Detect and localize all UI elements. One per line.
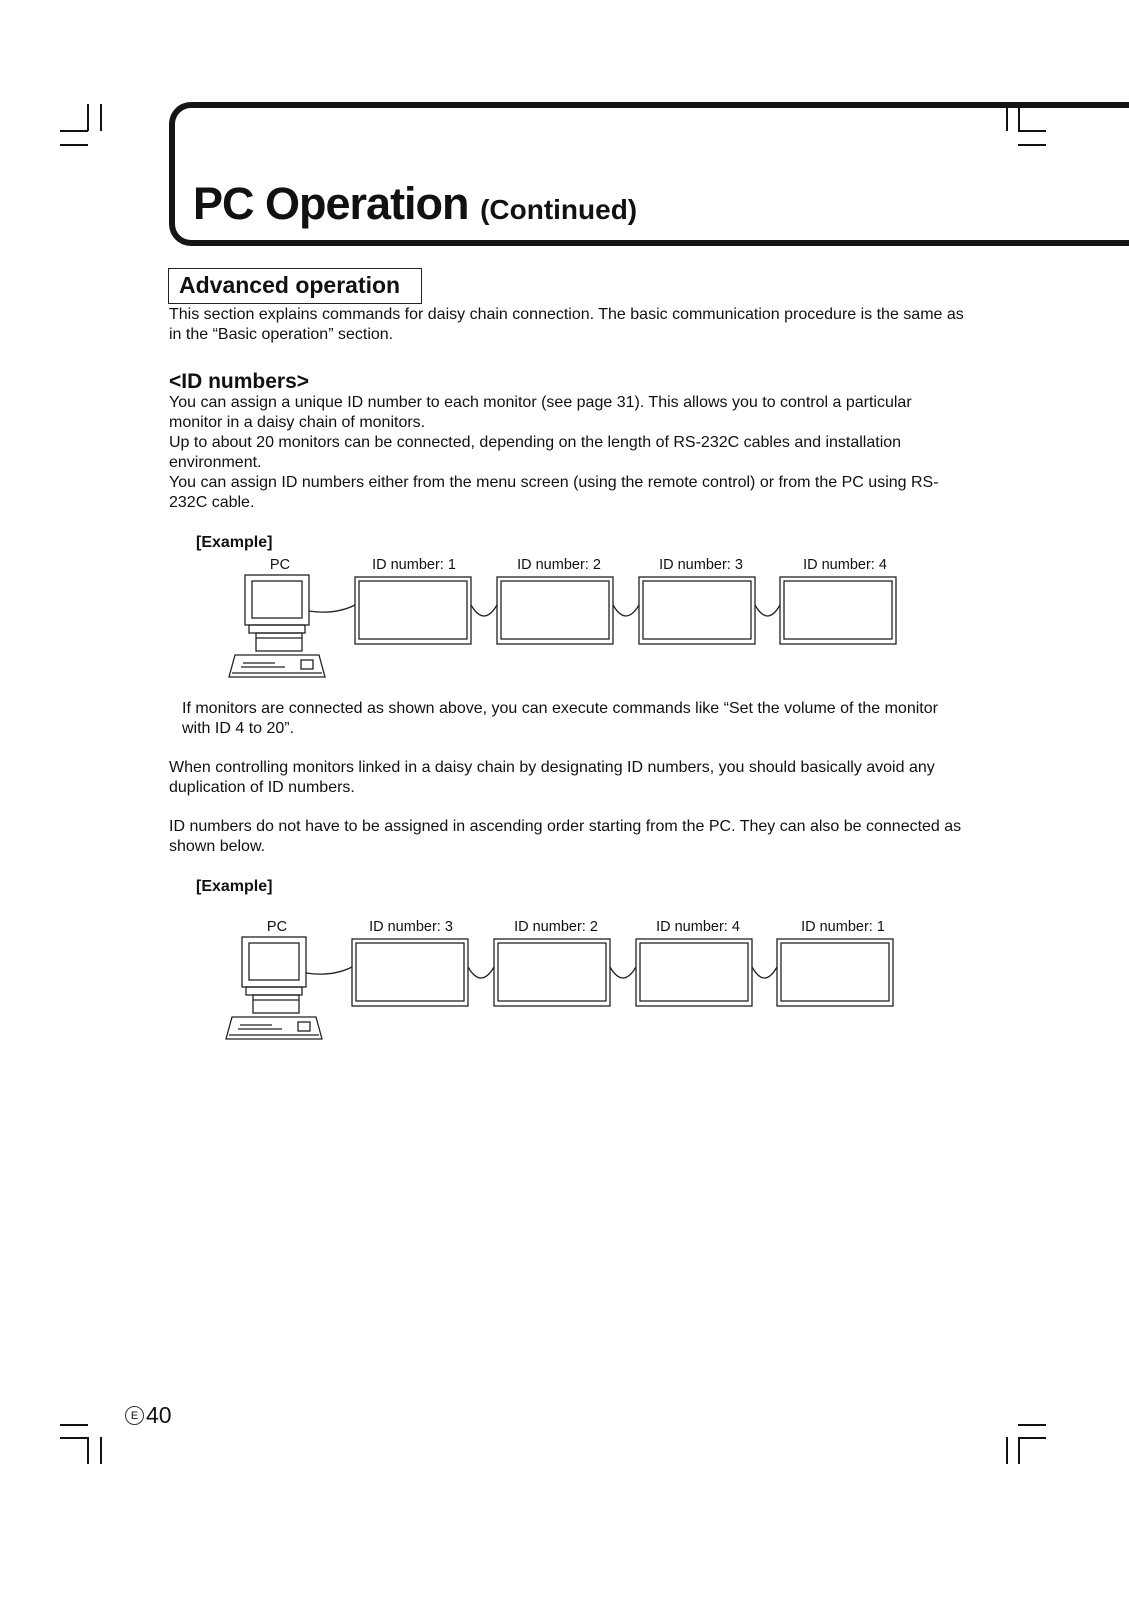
display-screen-icon [498,943,606,1001]
keyboard-icon [229,655,325,677]
diagram-group [226,937,893,1039]
cable-line [610,967,636,978]
monitor-label: ID number: 4 [803,557,887,573]
keyboard-keypad-icon [298,1022,310,1031]
daisy-chain-diagram-1 [0,575,1129,705]
pc-label: PC [266,919,288,935]
cable-line [752,967,777,978]
order-paragraph: ID numbers do not have to be assigned in ascending order starting from the PC. They can also be connected as shown below. [169,818,962,855]
duplicate-paragraph: When controlling monitors linked in a daisy chain by designating ID numbers, you should basically avoid any duplication of ID numbers. [169,759,935,796]
pc-system-unit-icon [256,633,302,651]
display-monitor-icon [352,939,468,1006]
subheading: <ID numbers> [169,370,310,393]
display-screen-icon [501,581,609,639]
crop-mark [87,1437,89,1464]
monitor-label: ID number: 3 [369,919,453,935]
section-heading: Advanced operation [168,268,422,304]
monitor-label: ID number: 3 [659,557,743,573]
display-screen-icon [640,943,748,1001]
display-monitor-icon [639,577,755,644]
monitor-label: ID number: 2 [517,557,601,573]
page-title-main: PC Operation [193,178,469,229]
daisy-chain-diagram-2 [0,937,1129,1067]
display-monitor-icon [780,577,896,644]
crop-mark [1006,1437,1008,1464]
crop-mark [87,104,89,131]
pc-label: PC [269,557,291,573]
crop-mark [60,1437,88,1439]
crop-mark [60,144,88,146]
cable-line [613,605,639,616]
page-title [193,178,637,230]
cable-line [468,967,494,978]
pc-monitor-base-icon [249,625,305,633]
cable-line [309,605,355,612]
note-paragraph: If monitors are connected as shown above, you can execute commands like “Set the volume of the monitor with ID 4 to 20”. [182,700,938,737]
crop-mark [100,1437,102,1464]
display-screen-icon [643,581,751,639]
crop-mark [1018,1424,1046,1426]
crop-mark [100,104,102,131]
example-label-2: [Example] [196,878,273,895]
monitor-label: ID number: 1 [801,919,885,935]
display-monitor-icon [636,939,752,1006]
diagram-group [229,575,896,677]
display-monitor-icon [494,939,610,1006]
cable-line [306,967,352,974]
display-monitor-icon [777,939,893,1006]
cable-line [755,605,780,616]
monitor-label: ID number: 4 [656,919,740,935]
keyboard-icon [226,1017,322,1039]
display-monitor-icon [355,577,471,644]
pc-monitor-base-icon [246,987,302,995]
crop-mark [1018,1437,1020,1464]
id-paragraph-1: You can assign a unique ID number to each monitor (see page 31). This allows you to control a particular monitor in a daisy chain of monitors. [169,394,912,431]
cable-line [471,605,497,616]
id-paragraph-2: Up to about 20 monitors can be connected, depending on the length of RS-232C cables and installation environment. [169,434,902,471]
intro-paragraph: This section explains commands for daisy chain connection. The basic communication procedure is the same as in the “Basic operation” section. [169,306,964,343]
page-number-value: 40 [146,1402,172,1428]
monitor-label: ID number: 2 [514,919,598,935]
pc-system-unit-icon [253,995,299,1013]
crop-mark [60,1424,88,1426]
crop-mark [60,130,88,132]
id-paragraph-3: You can assign ID numbers either from the menu screen (using the remote control) or from the PC using RS-232C cable. [169,474,939,511]
example-label-1: [Example] [196,534,273,551]
page-title-suffix: (Continued) [480,194,638,225]
display-screen-icon [359,581,467,639]
crop-mark [1018,1437,1046,1439]
pc-screen-icon [252,581,302,618]
page-number [125,1402,172,1429]
display-screen-icon [784,581,892,639]
display-screen-icon [781,943,889,1001]
display-screen-icon [356,943,464,1001]
pc-screen-icon [249,943,299,980]
display-monitor-icon [497,577,613,644]
monitor-label: ID number: 1 [372,557,456,573]
language-marker: E [125,1406,144,1425]
keyboard-keypad-icon [301,660,313,669]
